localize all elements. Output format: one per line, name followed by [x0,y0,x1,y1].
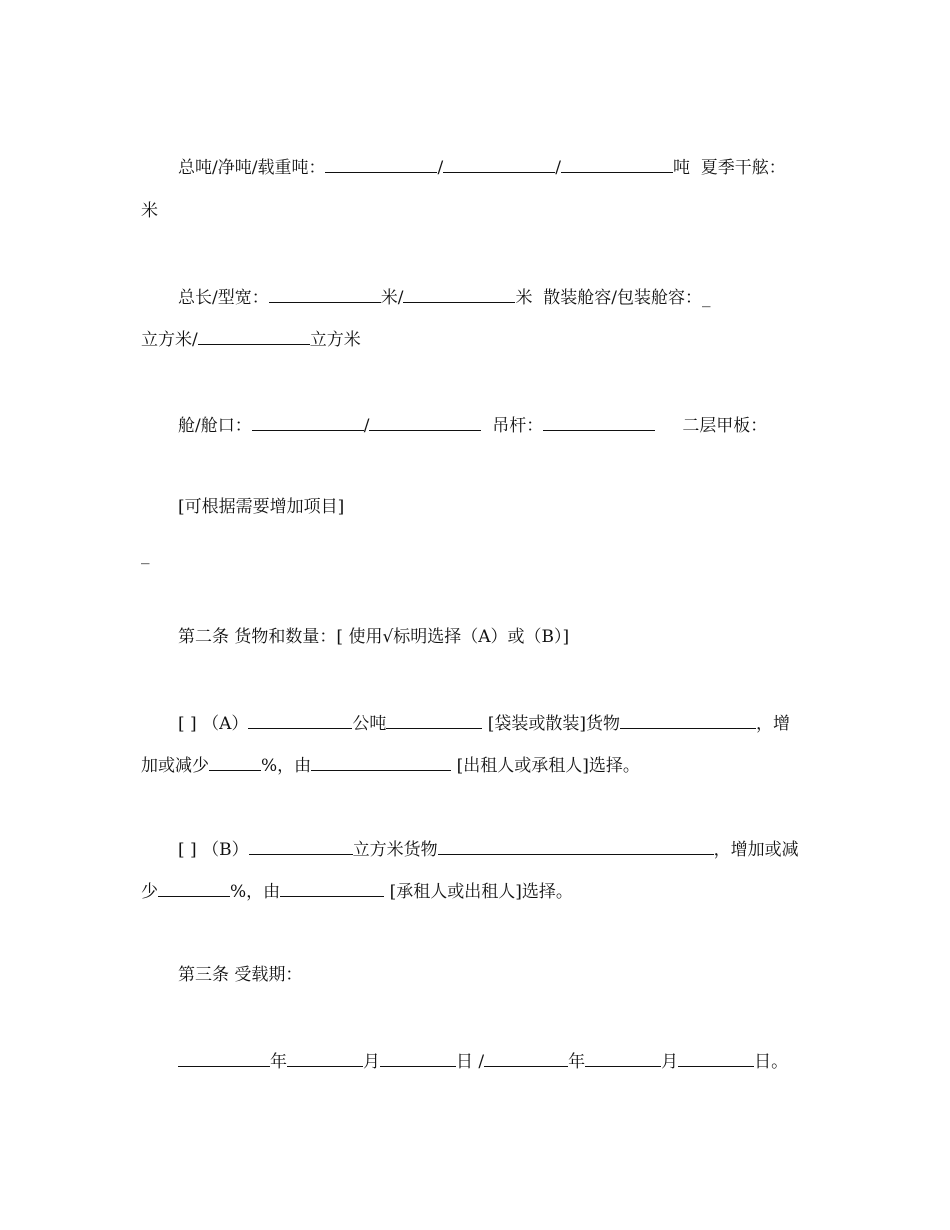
gross-tonnage-blank[interactable] [325,156,437,173]
option-a-tail: ，增 [756,714,791,734]
cargo-name-blank-a[interactable] [620,712,756,729]
stray-mark: _ [141,545,150,565]
option-a-tag: （A） [202,714,249,734]
sep: / [363,416,370,436]
option-party-blank-b[interactable] [280,880,384,897]
laydays-line [178,1050,788,1073]
cargo-name-blank-b[interactable] [438,838,714,855]
article3-heading: 第三条 受载期： [178,965,303,985]
capacity-label: 散装舱容/包装舱容：_ [543,288,711,308]
option-a-line [178,712,790,735]
holds-line [178,414,767,437]
holds-blank[interactable] [252,414,364,431]
option-b-tail: ，增加或减 [713,840,799,860]
article2-heading: 第二条 货物和数量：[ 使用√标明选择（A）或（B）] [178,627,570,647]
cubic-cargo-unit: 立方米货物 [352,840,438,860]
date-sep: / [478,1052,485,1072]
derrick-label: 吊杆： [492,416,544,436]
sep: / [437,158,444,178]
cubic-unit: 立方米/ [141,330,198,350]
party-choice-a: [出租人或承租人]选择。 [456,756,640,776]
option-a-checkbox[interactable]: [ ] [178,714,197,734]
option-b-line [178,838,799,861]
dimensions-line [178,286,711,309]
percent-label: %，由 [261,756,312,776]
month-label: 月 [363,1052,380,1072]
option-a-cont [141,754,640,777]
tonnage-line [178,156,786,179]
length-blank[interactable] [269,286,381,303]
breadth-blank[interactable] [403,286,515,303]
freeboard-unit: 米 [141,201,158,221]
bag-bulk-choice: [袋装或散装]货物 [487,714,621,734]
cubic-unit-2: 立方米 [309,330,361,350]
net-tonnage-blank[interactable] [443,156,555,173]
option-b-cont [141,880,573,903]
option-party-blank-a[interactable] [311,754,451,771]
year-label: 年 [270,1052,287,1072]
sep: / [555,158,561,178]
tonnage-label: 总吨/净吨/载重吨： [178,158,326,178]
tween-deck-label: 二层甲板： [682,416,768,436]
end-month-blank[interactable] [585,1050,661,1067]
less-label: 少 [141,882,158,902]
more-less-label: 加或减少 [141,756,209,776]
metric-ton-unit: 公吨 [352,714,387,734]
freeboard-label: 夏季干舷： [700,158,786,178]
end-year-blank[interactable] [484,1050,568,1067]
start-month-blank[interactable] [287,1050,363,1067]
month-label-2: 月 [661,1052,679,1072]
year-label-2: 年 [568,1052,586,1072]
cargo-blank-a[interactable] [386,712,482,729]
percent-label-b: %，由 [230,882,281,902]
percent-blank-b[interactable] [158,880,230,897]
metric-tons-blank[interactable] [248,712,352,729]
day-end-label: 日。 [754,1052,789,1072]
meter-unit: 米/ [380,288,404,308]
capacity-line [141,328,361,351]
dimensions-label: 总长/型宽： [178,288,269,308]
start-day-blank[interactable] [380,1050,456,1067]
cubic-meters-blank[interactable] [249,838,353,855]
note: [可根据需要增加项目] [178,497,345,517]
ton-unit: 吨 [672,158,690,178]
percent-blank-a[interactable] [209,754,261,771]
derrick-blank[interactable] [543,414,655,431]
start-year-blank[interactable] [178,1050,270,1067]
bale-capacity-blank[interactable] [198,328,310,345]
holds-label: 舱/舱口： [178,416,252,436]
day-label: 日 [456,1052,473,1072]
deadweight-blank[interactable] [561,156,673,173]
option-b-tag: （B） [202,840,249,860]
meter-unit-2: 米 [515,288,533,308]
end-day-blank[interactable] [678,1050,754,1067]
hatches-blank[interactable] [369,414,481,431]
party-choice-b: [承租人或出租人]选择。 [389,882,573,902]
option-b-checkbox[interactable]: [ ] [178,840,197,860]
